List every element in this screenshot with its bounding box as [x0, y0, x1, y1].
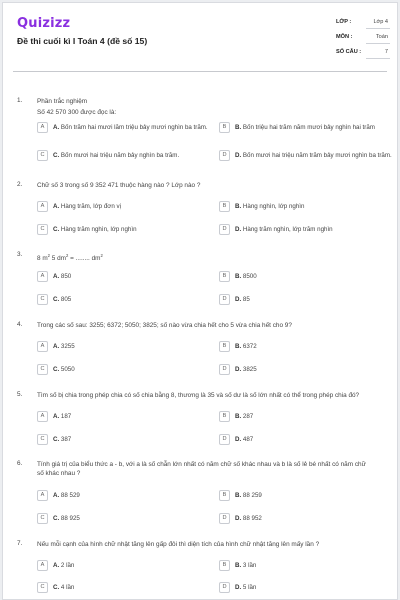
question-text: Tìm số bị chia trong phép chia có số chia bằng 8, thương là 35 và số dư là số lớn nhất có thể trong phép chia đó?	[37, 392, 360, 399]
option-text: A. 850	[53, 272, 72, 280]
option-letter-badge: D	[219, 150, 230, 161]
option-text: B. Bốn triệu hai trăm năm mươi bảy nghìn hai trăm	[235, 123, 375, 131]
option-letter-badge: A	[37, 271, 48, 282]
option-letter-badge: C	[37, 224, 48, 235]
option-letter-badge: D	[219, 513, 230, 524]
question-text: 8 $m^2$ 5 $dm^2$ = ........ $dm^2$	[37, 253, 103, 262]
option-letter-badge: B	[219, 560, 230, 571]
option-letter-badge: A	[37, 560, 48, 571]
option-text: D. 487	[235, 435, 254, 443]
option-text: A. 88 529	[53, 491, 80, 499]
meta-count	[336, 47, 390, 59]
option-letter-badge: D	[219, 364, 230, 375]
question-number: 7.	[17, 540, 23, 547]
option-text: D. 5 lần	[235, 583, 257, 591]
option-text: B. 287	[235, 412, 254, 420]
question-text: Tính giá trị của biểu thức a - b, với a là số chẵn lớn nhất có năm chữ số khác nhau và b là số lẻ bé nhất có năm chữ số khác nhau ?	[37, 461, 366, 477]
option-text: D. 3825	[235, 365, 257, 373]
option-letter-badge: A	[37, 341, 48, 352]
option-letter-badge: C	[37, 150, 48, 161]
option-letter-badge: C	[37, 294, 48, 305]
option-text: C. 88 925	[53, 514, 80, 522]
option-letter-badge: D	[219, 434, 230, 445]
option-text: A. 2 lần	[53, 561, 75, 569]
question-text: Nếu mỗi cạnh của hình chữ nhật tăng lên gấp đôi thì diện tích của hình chữ nhật tăng lên mấy lần ?	[37, 541, 320, 548]
option-text: A. Bốn trăm hai mươi lăm triệu bảy mươi nghìn ba trăm.	[53, 123, 208, 131]
option-letter-badge: C	[37, 513, 48, 524]
meta-class	[336, 17, 390, 29]
question-number: 3.	[17, 251, 23, 258]
option-text: C. Hàng trăm nghìn, lớp nghìn	[53, 225, 137, 233]
option-letter-badge: D	[219, 582, 230, 593]
option-text: A. 187	[53, 412, 72, 420]
option-text: A. 3255	[53, 342, 75, 350]
meta-class-value: Lớp 4	[373, 19, 388, 25]
option-letter-badge: D	[219, 294, 230, 305]
meta-count-label: SỐ CÂU :	[336, 49, 362, 55]
option-text: C. 4 lần	[53, 583, 75, 591]
meta-class-label: LỚP :	[336, 19, 352, 25]
option-letter-badge: A	[37, 411, 48, 422]
option-text: B. 88 259	[235, 491, 262, 499]
option-text: D. Bốn mươi hai triệu năm trăm bảy mươi nghìn ba trăm.	[235, 151, 392, 159]
option-letter-badge: C	[37, 364, 48, 375]
meta-subject-label: MÔN :	[336, 34, 353, 40]
header-divider	[13, 71, 387, 72]
option-text: B. Hàng nghìn, lớp nghìn	[235, 202, 305, 210]
option-text: C. 5050	[53, 365, 75, 373]
option-text: B. 8500	[235, 272, 257, 280]
option-letter-badge: B	[219, 271, 230, 282]
option-letter-badge: D	[219, 224, 230, 235]
option-text: D. Hàng trăm nghìn, lớp trăm nghìn	[235, 225, 333, 233]
option-text: A. Hàng trăm, lớp đơn vị	[53, 202, 121, 210]
option-letter-badge: A	[37, 201, 48, 212]
option-text: C. Bốn mươi hai triệu năm bảy nghìn ba trăm.	[53, 151, 180, 159]
option-text: C. 387	[53, 435, 72, 443]
option-letter-badge: A	[37, 122, 48, 133]
exam-title: Đề thi cuối kì I Toán 4 (đề số 15)	[17, 36, 148, 46]
question-number: 6.	[17, 460, 23, 467]
meta-underline	[366, 28, 390, 29]
worksheet	[2, 2, 398, 600]
question-text: Chữ số 3 trong số 9 352 471 thuộc hàng nào ? Lớp nào ?	[37, 182, 201, 189]
meta-subject	[336, 32, 390, 44]
option-letter-badge: C	[37, 434, 48, 445]
question-number: 1.	[17, 97, 23, 104]
option-text: B. 3 lần	[235, 561, 257, 569]
meta-underline	[366, 43, 390, 44]
question-number: 5.	[17, 391, 23, 398]
meta-underline	[366, 58, 390, 59]
option-letter-badge: B	[219, 411, 230, 422]
option-text: D. 88 952	[235, 514, 262, 522]
question-number: 4.	[17, 321, 23, 328]
option-letter-badge: A	[37, 490, 48, 501]
quizizz-logo: Quizizz	[17, 16, 71, 31]
question-text: Phần trắc nghiệm	[37, 98, 88, 105]
option-text: B. 6372	[235, 342, 257, 350]
option-letter-badge: B	[219, 490, 230, 501]
option-letter-badge: B	[219, 341, 230, 352]
question-text: Trong các số sau: 3255; 6372; 5050; 3825; số nào vừa chia hết cho 5 vừa chia hết cho 9?	[37, 322, 292, 329]
option-letter-badge: B	[219, 201, 230, 212]
question-subtext: Số 42 570 300 được đọc là:	[37, 109, 117, 116]
question-number: 2.	[17, 181, 23, 188]
option-text: C. 805	[53, 295, 72, 303]
option-letter-badge: B	[219, 122, 230, 133]
meta-subject-value: Toán	[375, 34, 388, 40]
option-text: D. 85	[235, 295, 250, 303]
meta-count-value: 7	[384, 49, 388, 55]
option-letter-badge: C	[37, 582, 48, 593]
